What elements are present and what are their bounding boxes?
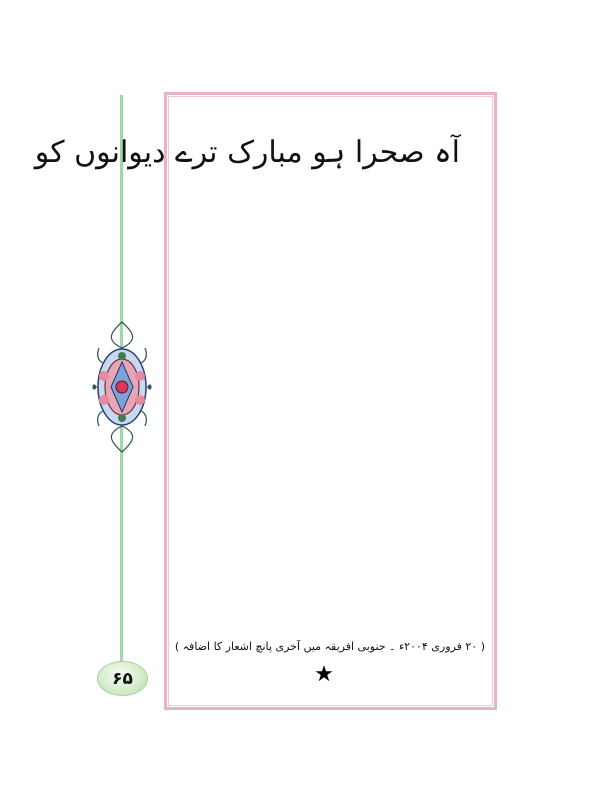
page-number: ۶۵: [97, 661, 148, 696]
floral-ornament-icon: [91, 318, 153, 456]
poem-title: آہ صحرا ہو مبارک ترے دیوانوں کو: [34, 135, 460, 170]
footnote: ( ۲۰ فروری ۲۰۰۴ء ۔ جنوبی افریقہ میں آخری پانچ اشعار کا اضافہ ): [174, 640, 485, 653]
star-icon: ★: [314, 662, 334, 687]
